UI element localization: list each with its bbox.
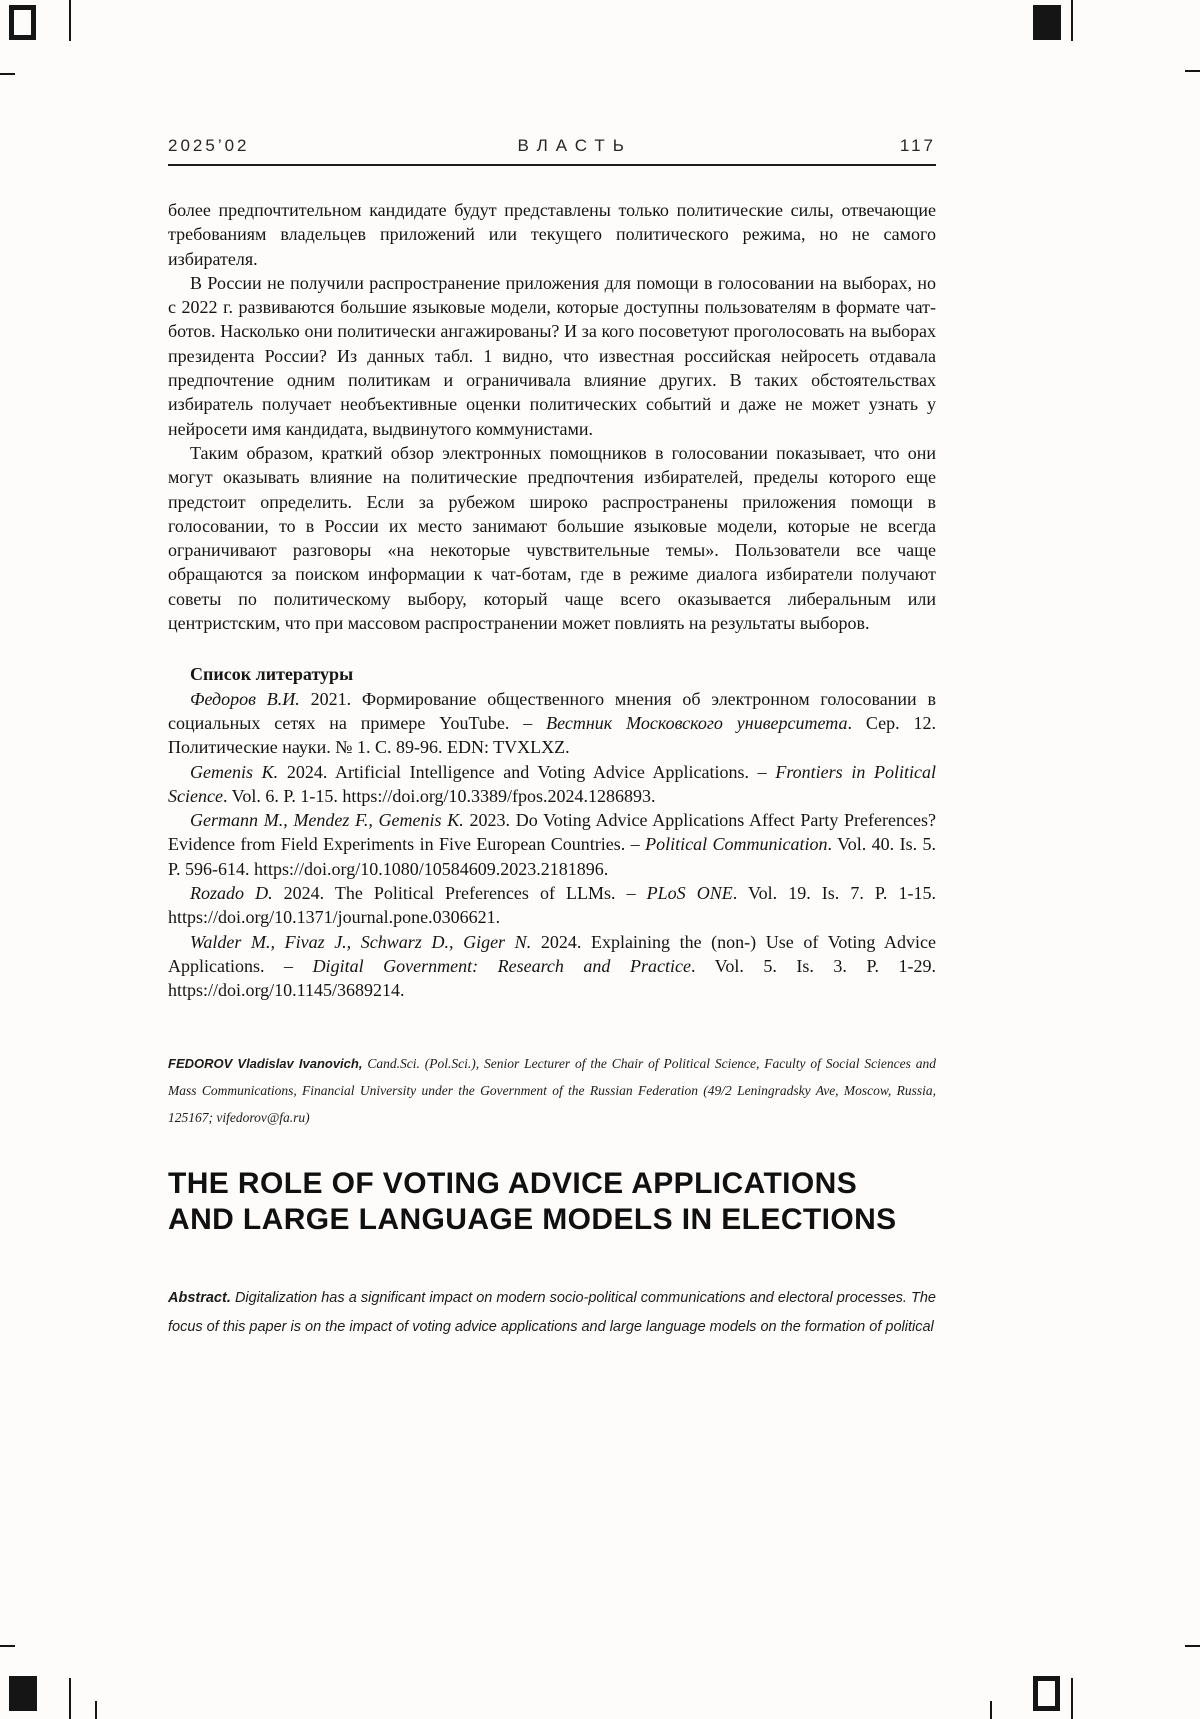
crop-mark-bottom-right-box: [1033, 1676, 1060, 1711]
abstract-text: Digitalization has a significant impact on modern socio-political communications and electoral processes. The focus of this paper is on the impact of voting advice applications and large language models on the formation of political: [168, 1289, 936, 1335]
reference-tail: . Vol. 19. Is. 7. P. 1-15. https://doi.org/10.1371/journal.pone.0306621.: [168, 883, 936, 928]
crop-mark-right-dash-bottom: [1185, 1645, 1200, 1647]
reference-authors: Федоров В.И.: [190, 688, 300, 709]
article-content: [168, 198, 936, 1342]
crop-mark-left-dash: [0, 73, 15, 75]
reference-authors: Germann M., Mendez F., Gemenis K.: [190, 810, 464, 831]
journal-title: ВЛАСТЬ: [517, 136, 632, 155]
author-details: Cand.Sci. (Pol.Sci.), Senior Lecturer of the Chair of Political Science, Faculty of Social Sciences and Mass Communications, Financial University under the Government of the Russian Federation (49/2 Leningradsky Ave, Moscow, Russia, 125167; vifedorov@fa.ru): [168, 1055, 936, 1125]
reference-tail: . Vol. 40. Is. 5. P. 596-614. https://doi.org/10.1080/10584609.2023.2181896.: [168, 834, 936, 879]
reference-tail: . Vol. 6. P. 1-15. https://doi.org/10.3389/fpos.2024.1286893.: [222, 785, 656, 806]
crop-mark-left-dash-bottom: [0, 1645, 15, 1647]
crop-mark-bottom-right-line: [1071, 1678, 1073, 1719]
reference-text: 2024. Explaining the (non-) Use of Voting Advice Applications. –: [168, 931, 936, 976]
reference-item: [168, 808, 936, 881]
reference-tail: . Vol. 5. Is. 3. P. 1-29. https://doi.org/10.1145/3689214.: [168, 955, 936, 1001]
article-title-line2: AND LARGE LANGUAGE MODELS IN ELECTIONS: [168, 1202, 897, 1236]
reference-item: [168, 930, 936, 1003]
article-title-line1: THE ROLE OF VOTING ADVICE APPLICATIONS: [168, 1166, 858, 1200]
reference-journal: Digital Government: Research and Practice: [312, 955, 691, 976]
abstract: [168, 1284, 936, 1342]
body-paragraph: Таким образом, краткий обзор электронных помощников в голосовании показывает, что они могут оказывать влияние на политические предпочтения избирателей, пределы которого еще предстоит определить. Если за рубежом широко распространены приложения помощи в голосовании, то в России их место занимают большие языковые модели, которые не всегда ограничивают разговоры «на некоторые чувствительные темы». Пользователи все чаще обращаются за поиском информации к чат-ботам, где в режиме диалога избиратели получают советы по политическому выбору, который чаще всего оказывается либеральным или центристским, что при массовом распространении может повлиять на результаты выборов.: [168, 442, 936, 634]
reference-journal: Political Communication: [645, 834, 828, 855]
reference-tail: . Сер. 12. Политические науки. № 1. С. 89-96. EDN: TVXLXZ.: [168, 712, 936, 758]
issue-label: 2025’02: [168, 136, 250, 155]
author-name: FEDOROV Vladislav Ivanovich,: [168, 1055, 363, 1071]
crop-mark-bottom-left-box: [9, 1676, 37, 1711]
crop-mark-top-left-line: [69, 0, 71, 41]
reference-text: 2024. Artificial Intelligence and Voting Advice Applications. –: [278, 761, 776, 782]
reference-item: [168, 687, 936, 760]
reference-item: [168, 881, 936, 930]
crop-mark-bottom-left-line: [69, 1678, 71, 1719]
reference-journal: PLoS ONE: [646, 883, 733, 904]
header-rule: [168, 164, 936, 166]
reference-journal: Frontiers in Political Science: [168, 761, 936, 806]
crop-mark-top-right-line: [1071, 0, 1073, 41]
reference-journal: Вестник Московского университета: [546, 712, 848, 733]
crop-mark-bottom-tick-left: [95, 1701, 97, 1719]
page-number: 117: [899, 136, 936, 155]
abstract-label: Abstract.: [168, 1289, 231, 1306]
crop-mark-top-right-box: [1033, 5, 1061, 40]
crop-mark-bottom-tick-right: [990, 1701, 992, 1719]
reference-text: 2024. The Political Preferences of LLMs. –: [272, 883, 647, 904]
body-paragraph: более предпочтительном кандидате будут представлены только политические силы, отвечающие требованиям владельцев приложений или текущего политического режима, но не самого избирателя.: [168, 200, 936, 269]
reference-text: 2021. Формирование общественного мнения об электронном голосовании в социальных сетях на примере YouTube. –: [168, 688, 936, 733]
reference-authors: Walder M., Fivaz J., Schwarz D., Giger N.: [190, 931, 532, 952]
reference-authors: Gemenis K.: [190, 761, 279, 782]
reference-item: [168, 760, 936, 809]
author-info: [168, 1050, 936, 1131]
crop-mark-right-dash: [1185, 70, 1200, 72]
crop-mark-top-left-box: [9, 5, 36, 40]
reference-authors: Rozado D.: [190, 883, 273, 904]
running-head: [168, 136, 936, 156]
references-heading: Список литературы: [190, 664, 354, 685]
body-paragraph: В России не получили распространение приложения для помощи в голосовании на выборах, но с 2022 г. развиваются большие языковые модели, которые доступны пользователям в формате чат-ботов. Насколько они политически ангажированы? И за кого посоветуют проголосовать на выборах президента России? Из данных табл. 1 видно, что известная российская нейросеть отдавала предпочтение одним политикам и ограничивала влияние других. В таких обстоятельствах избиратель получает необъективные оценки политических событий и даже не может узнать у нейросети имя кандидата, выдвинутого коммунистами.: [168, 272, 936, 439]
article-title-en: [168, 1166, 936, 1238]
reference-text: 2023. Do Voting Advice Applications Affect Party Preferences? Evidence from Field Experiments in Five European Countries. –: [168, 810, 936, 855]
